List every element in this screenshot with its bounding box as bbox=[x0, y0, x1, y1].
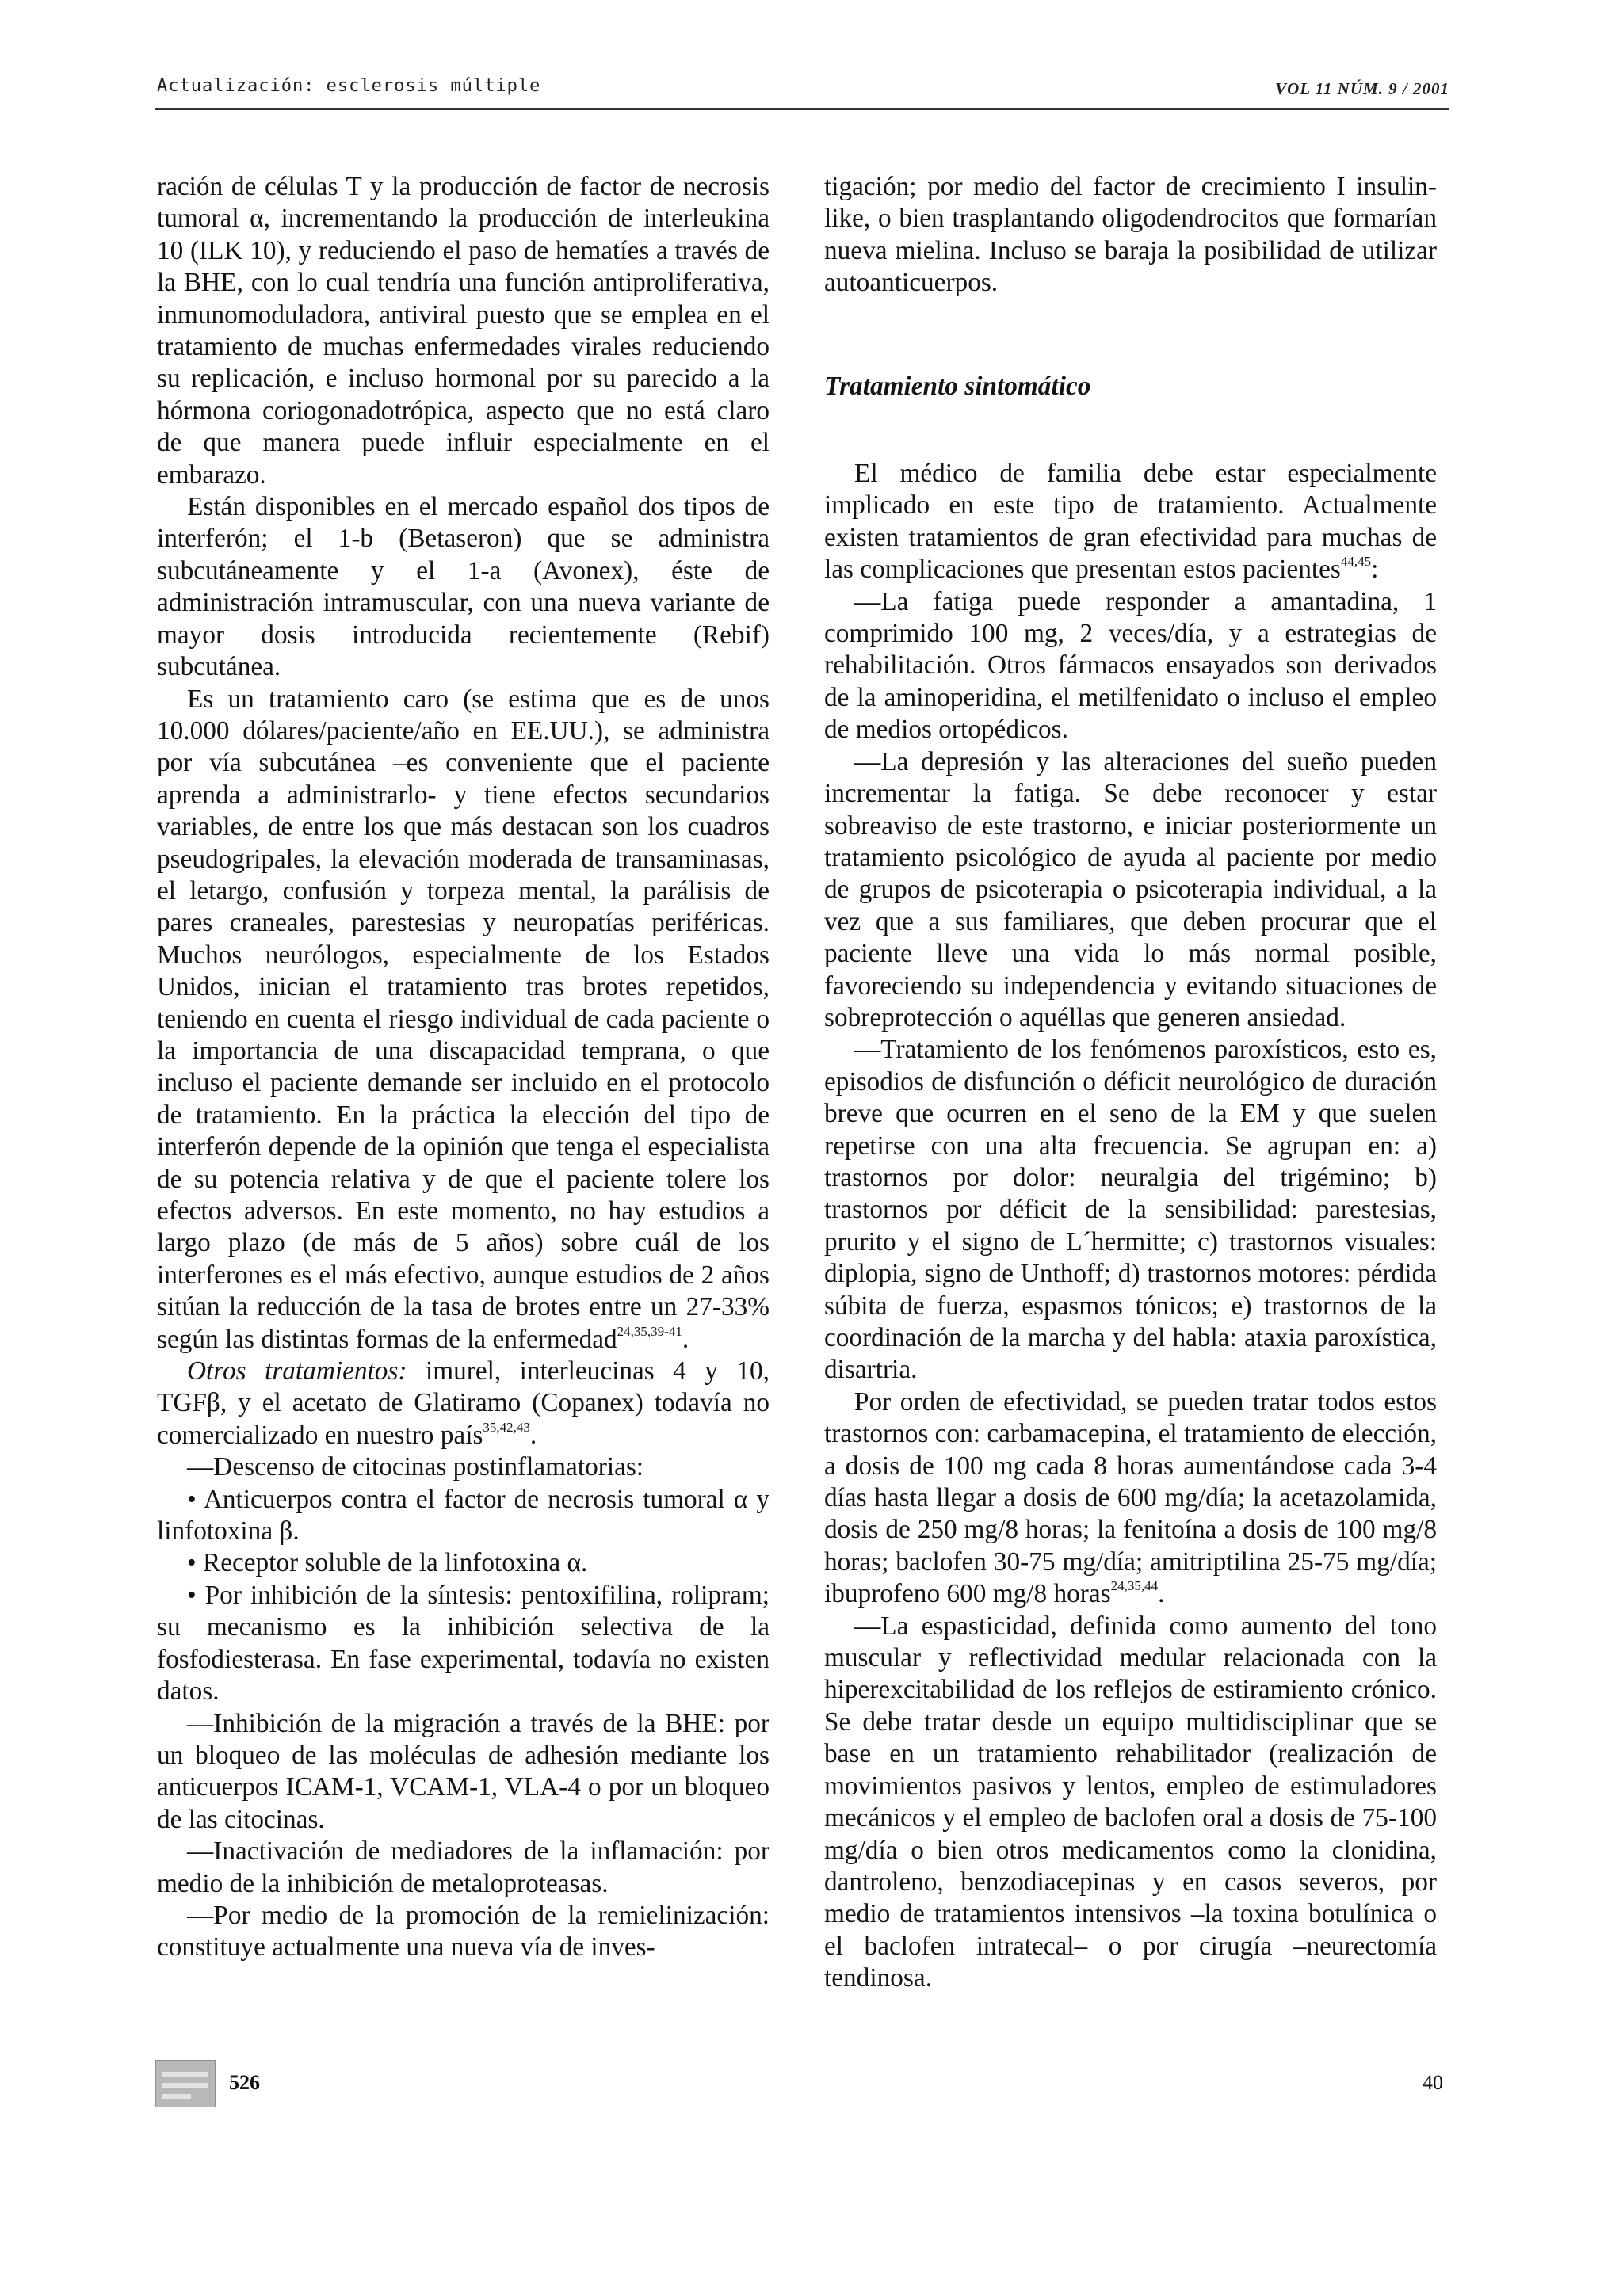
paragraph: Es un tratamiento caro (se estima que es de unos 10.000 dólares/paciente/año en EE.UU.), se administra por vía subcutánea –es conveniente que el paciente aprenda a administrarlo- y tiene efectos secundarios variables, de entre los que más destacan son los cuadros pseudogripales, la elevación moderada de transaminasas, el letargo, confusión y torpeza mental, la parálisis de pares craneales, parestesias y neuropatías periféricas. Muchos neurólogos, especialmente de los Estados Unidos, inician el tratamiento tras brotes repetidos, teniendo en cuenta el riesgo individual de cada paciente o la importancia de una discapacidad temprana, o que incluso el paciente demande ser incluido en el protocolo de tratamiento. En la práctica la elección del tipo de interferón depende de la opinión que tenga el especialista de su potencia relativa y de que el paciente tolere los efectos adversos. En este momento, no hay estudios a largo plazo (de más de 5 años) sobre cuál de los interferones es el más efectivo, aunque estudios de 2 años sitúan la reducción de la tasa de brotes entre un 27-33% según las distintas formas de la enfermedad$^{24,35,39-41}$. bbox=[157, 684, 769, 1354]
right-column bbox=[824, 171, 1437, 1995]
paragraph: —Tratamiento de los fenómenos paroxísticos, esto es, episodios de disfunción o déficit neurológico de duración breve que ocurren en el seno de la EM y que suelen repetirse con una alta frecuencia. Se agrupan en: a) trastornos por dolor: neuralgia del trigémino; b) trastornos por déficit de la sensibilidad: parestesias, prurito y el signo de L´hermitte; c) trastornos visuales: diplopia, signo de Unthoff; d) trastornos motores: pérdida súbita de fuerza, espasmos tónicos; e) trastornos de la coordinación de la marcha y del habla: ataxia paroxística, disartria. bbox=[824, 1035, 1437, 1385]
section-heading: Tratamiento sintomático bbox=[824, 371, 1091, 401]
paragraph-text: Es un tratamiento caro (se estima que es de unos 10.000 dólares/paciente/año en EE.UU.), se administra por vía subcutánea –es conveniente que el paciente aprenda a administrarlo- y tiene efectos secundarios variables, de entre los que más destacan son los cuadros pseudogripales, la elevación moderada de transaminasas, el letargo, confusión y torpeza mental, la parálisis de pares craneales, parestesias y neuropatías periféricas. Muchos neurólogos, especialmente de los Estados Unidos, inician el tratamiento tras brotes repetidos, teniendo en cuenta el riesgo individual de cada paciente o la importancia de una discapacidad temprana, o que incluso el paciente demande ser incluido en el protocolo de tratamiento. En la práctica la elección del tipo de interferón depende de la opinión que tenga el especialista de su potencia relativa y de que el paciente tolere los efectos adversos. En este momento, no hay estudios a largo plazo (de más de 5 años) sobre cuál de los interferones es el más efectivo, aunque estudios de 2 años sitúan la reducción de la tasa de brotes entre un 27-33% según las distintas formas de la enfermedad bbox=[157, 684, 769, 1354]
bullet-item: • Por inhibición de la síntesis: pentoxifilina, rolipram; su mecanismo es la inhibición selectiva de la fosfodiesterasa. En fase experimental, todavía no existen datos. bbox=[157, 1580, 769, 1707]
bullet-item: • Receptor soluble de la linfotoxina α. bbox=[187, 1548, 588, 1578]
running-header-section: Actualización: esclerosis múltiple bbox=[157, 76, 541, 96]
paragraph: Otros tratamientos: imurel, interleucinas 4 y 10, TGFβ, y el acetato de Glatiramo (Copanex) todavía no comercializado en nuestro país$^{35,42,43}$. bbox=[157, 1356, 769, 1450]
header-rule bbox=[155, 108, 1449, 110]
page-number-right: 40 bbox=[1423, 2071, 1443, 2094]
paragraph: —La fatiga puede responder a amantadina, 1 comprimido 100 mg, 2 veces/día, y a estrategias de rehabilitación. Otros fármacos ensayados son derivados de la aminoperidina, el metilfenidato o incluso el empleo de medios ortopédicos. bbox=[824, 586, 1437, 745]
citation: 24,35,44 bbox=[1110, 1578, 1159, 1594]
paragraph: —Por medio de la promoción de la remielinización: constituye actualmente una nueva vía de inves- bbox=[157, 1900, 769, 1962]
paragraph: Están disponibles en el mercado español dos tipos de interferón; el 1-b (Betaseron) que se administra subcutáneamente y el 1-a (Avonex), éste de administración intramuscular, con una nueva variante de mayor dosis introducida recientemente (Rebif) subcutánea. bbox=[157, 492, 769, 682]
inline-heading: Otros tratamientos: bbox=[187, 1356, 407, 1386]
journal-logo-icon bbox=[155, 2060, 216, 2107]
paragraph: tigación; por medio del factor de crecimiento I insulin-like, o bien trasplantando oligodendrocitos que formarían nueva mielina. Incluso se baraja la posibilidad de utilizar autoanticuerpos. bbox=[824, 172, 1437, 298]
citation: 35,42,43 bbox=[483, 1419, 530, 1435]
paragraph: Por orden de efectividad, se pueden tratar todos estos trastornos con: carbamacepina, el tratamiento de elección, a dosis de 100 mg cada 8 horas aumentándose cada 3-4 días hasta llegar a dosis de 600 mg/día; la acetazolamida, dosis de 250 mg/8 horas; la fenitoína a dosis de 100 mg/8 horas; baclofen 30-75 mg/día; amitriptilina 25-75 mg/día; ibuprofeno 600 mg/8 horas$^{24,35,44}$. bbox=[824, 1386, 1437, 1609]
paragraph-text: Por orden de efectividad, se pueden tratar todos estos trastornos con: carbamacepina, el tratamiento de elección, a dosis de 100 mg cada 8 horas aumentándose cada 3-4 días hasta llegar a dosis de 600 mg/día; la acetazolamida, dosis de 250 mg/8 horas; la fenitoína a dosis de 100 mg/8 horas; baclofen 30-75 mg/día; amitriptilina 25-75 mg/día; ibuprofeno 600 mg/8 horas bbox=[824, 1386, 1437, 1609]
paragraph: —La espasticidad, definida como aumento del tono muscular y reflectividad medular relacionada con la hiperexcitabilidad de los reflejos de estiramiento crónico. Se debe tratar desde un equipo multidisciplinar que se base en un tratamiento rehabilitador (realización de movimientos pasivos y lentos, empleo de estimuladores mecánicos y el empleo de baclofen oral a dosis de 75-100 mg/día o bien otros medicamentos como la clonidina, dantroleno, benzodiacepinas y en casos severos, por medio de tratamientos intensivos –la toxina botulínica o el baclofen intratecal– o por cirugía –neurectomía tendinosa. bbox=[824, 1611, 1437, 1993]
citation: 44,45 bbox=[1340, 554, 1372, 570]
bullet-item: • Anticuerpos contra el factor de necrosis tumoral α y linfotoxina β. bbox=[157, 1484, 769, 1547]
running-header-volume: VOL 11 NÚM. 9 / 2001 bbox=[1275, 79, 1449, 98]
paragraph: —La depresión y las alteraciones del sueño pueden incrementar la fatiga. Se debe reconocer y estar sobreaviso de este trastorno, e iniciar posteriormente un tratamiento psicológico de ayuda al paciente por medio de grupos de psicoterapia o psicoterapia individual, a la vez que a sus familiares, que deben procurar que el paciente lleve una vida lo más normal posible, favoreciendo su independencia y evitando situaciones de sobreprotección o aquéllas que generen ansiedad. bbox=[824, 746, 1437, 1032]
paragraph: —Inactivación de mediadores de la inflamación: por medio de la inhibición de metaloproteasas. bbox=[157, 1836, 769, 1898]
paragraph-text: El médico de familia debe estar especialmente implicado en este tipo de tratamiento. Actualmente existen tratamientos de gran efectividad para muchas de las complicaciones que presentan estos pacientes bbox=[824, 459, 1437, 585]
left-column bbox=[157, 171, 769, 1964]
paragraph-text: imurel, interleucinas 4 y 10, TGFβ, y el acetato de Glatiramo (Copanex) todavía no comercializado en nuestro país bbox=[157, 1356, 769, 1450]
list-heading: —Descenso de citocinas postinflamatorias: bbox=[187, 1452, 644, 1482]
paragraph: ración de células T y la producción de factor de necrosis tumoral α, incrementando la producción de interleukina 10 (ILK 10), y reduciendo el paso de hematíes a través de la BHE, con lo cual tendría una función antiproliferativa, inmunomoduladora, antiviral puesto que se emplea en el tratamiento de muchas enfermedades virales reduciendo su replicación, e incluso hormonal por su parecido a la hórmona coriogonadotrópica, aspecto que no está claro de que manera puede influir especialmente en el embarazo. bbox=[157, 172, 769, 490]
paragraph: El médico de familia debe estar especialmente implicado en este tipo de tratamiento. Actualmente existen tratamientos de gran efectividad para muchas de las complicaciones que presentan estos pacientes$^{44,45}$: bbox=[824, 459, 1437, 585]
paragraph: —Inhibición de la migración a través de la BHE: por un bloqueo de las moléculas de adhesión mediante los anticuerpos ICAM-1, VCAM-1, VLA-4 o por un bloqueo de las citocinas. bbox=[157, 1708, 769, 1834]
page-number-left: 526 bbox=[229, 2071, 260, 2094]
citation: 24,35,39-41 bbox=[617, 1323, 682, 1339]
